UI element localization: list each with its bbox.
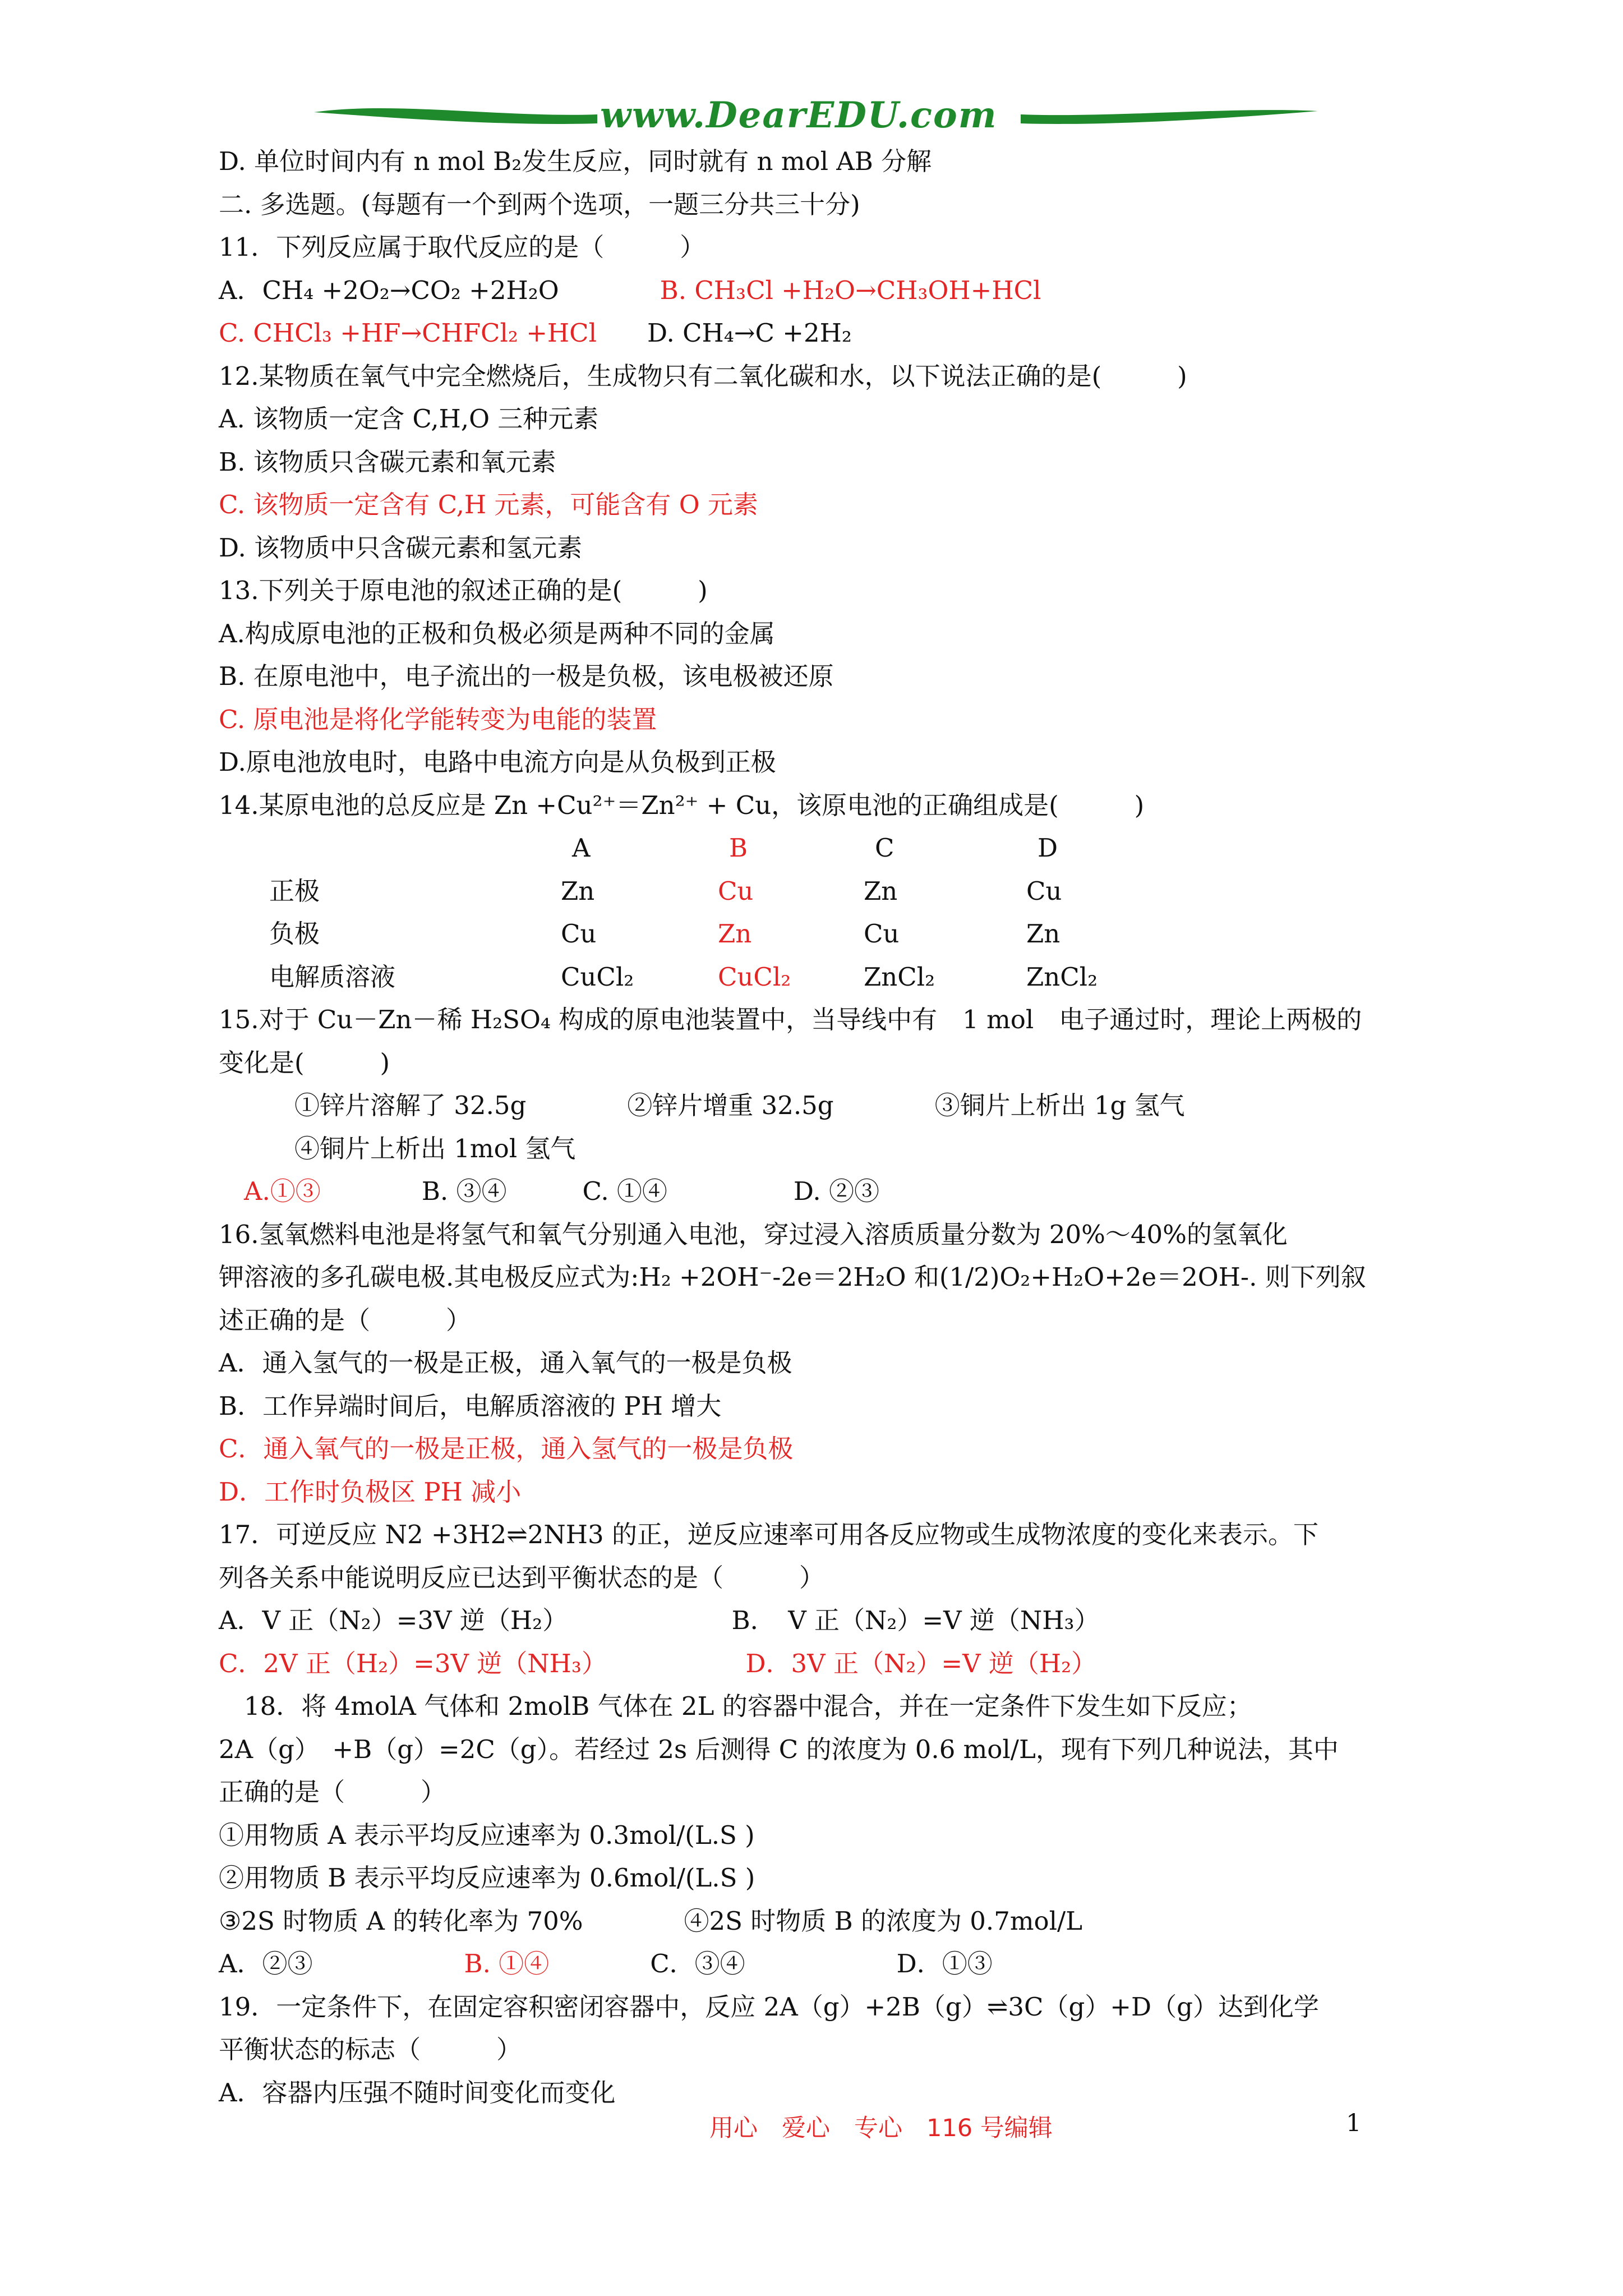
text-line: D．工作时负极区 PH 减小 <box>219 1476 522 1507</box>
text-line: 2A（g） +B（g）=2C（g）。若经过 2s 后测得 C 的浓度为 0.6 mol/L，现有下列几种说法，其中 <box>219 1734 1339 1764</box>
text-line: 17．可逆反应 N2 +3H2⇌2NH3 的正，逆反应速率可用各反应物或生成物浓度的变化来表示。下 <box>219 1520 1318 1549</box>
table-cell: Cu <box>718 876 754 906</box>
page-number: 1 <box>1346 2109 1362 2137</box>
site-logo: www.DearEDU.com <box>600 94 998 136</box>
text-span: D. CH₄→C +2H₂ <box>597 318 852 348</box>
text-line: C. 该物质一定含有 C,H 元素，可能含有 O 元素 <box>219 490 758 519</box>
table-cell: Zn <box>1026 919 1061 949</box>
text-line: 述正确的是（ ） <box>219 1305 472 1335</box>
table-cell: Zn <box>864 876 898 906</box>
table-row-label: 正极 <box>269 876 320 906</box>
table-header-cell: D <box>1038 833 1058 863</box>
text-line: ②用物质 B 表示平均反应速率为 0.6mol/(L.S ) <box>219 1863 755 1893</box>
page-footer <box>0 2109 1623 2148</box>
text-line: C. 原电池是将化学能转变为电能的装置 <box>219 704 657 734</box>
text-line: A．V 正（N₂）=3V 逆（H₂） B． V 正（N₂）=V 逆（NH₃） <box>219 1605 1100 1635</box>
table-cell: ZnCl₂ <box>864 961 935 992</box>
table-cell: Cu <box>864 919 900 949</box>
text-line: B. 在原电池中，电子流出的一极是负极，该电极被还原 <box>219 661 834 691</box>
text-span: B. ①④ <box>464 1949 550 1978</box>
text-line: 钾溶液的多孔碳电极.其电极反应式为:H₂ +2OH⁻-2e＝2H₂O 和(1/2)O₂+H₂O+2e＝2OH-. 则下列叙 <box>219 1262 1366 1292</box>
text-line: ③2S 时物质 A 的转化率为 70% ④2S 时物质 B 的浓度为 0.7mol/L <box>219 1906 1083 1936</box>
text-line: 14.某原电池的总反应是 Zn +Cu²⁺＝Zn²⁺ + Cu，该原电池的正确组成是( ) <box>219 790 1145 820</box>
text-line <box>219 1170 1424 1213</box>
text-line: 正确的是（ ） <box>219 1777 446 1807</box>
text-line: A．通入氢气的一极是正极，通入氧气的一极是负极 <box>219 1348 792 1378</box>
text-line: 11．下列反应属于取代反应的是（ ） <box>219 232 706 262</box>
text-line: 13.下列关于原电池的叙述正确的是( ) <box>219 576 708 605</box>
text-span: A.①③ <box>219 1176 321 1206</box>
document-body <box>219 140 1424 2114</box>
text-span: A．CH₄ +2O₂→CO₂ +2H₂O <box>219 275 660 305</box>
text-line: 平衡状态的标志（ ） <box>219 2035 522 2064</box>
table-cell: Cu <box>561 919 597 949</box>
table-header-cell: B <box>729 833 748 863</box>
table-header-cell: C <box>875 833 895 863</box>
text-line: A. 该物质一定含 C,H,O 三种元素 <box>219 404 599 434</box>
table-cell: Zn <box>718 919 752 949</box>
text-line: 15.对于 Cu－Zn－稀 H₂SO₄ 构成的原电池装置中，当导线中有 1 mol 电子通过时，理论上两极的 <box>219 1005 1362 1034</box>
table-header-cell: A <box>572 833 591 863</box>
table-header-row <box>219 827 1424 870</box>
text-line <box>219 269 1424 312</box>
text-span: A．②③ <box>219 1949 464 1978</box>
text-line: B. 该物质只含碳元素和氧元素 <box>219 447 556 477</box>
table-cell: CuCl₂ <box>718 961 791 992</box>
text-line: 列各关系中能说明反应已达到平衡状态的是（ ） <box>219 1562 825 1593</box>
text-line <box>219 312 1424 355</box>
text-line: D. 单位时间内有 n mol B₂发生反应，同时就有 n mol AB 分解 <box>219 146 932 176</box>
text-line: ④铜片上析出 1mol 氢气 <box>219 1133 576 1163</box>
text-line: 16.氢氧燃料电池是将氢气和氧气分别通入电池，穿过浸入溶质质量分数为 20%～40%的氢氧化 <box>219 1219 1288 1249</box>
text-line: B．工作异端时间后，电解质溶液的 PH 增大 <box>219 1391 722 1421</box>
text-line: D. 该物质中只含碳元素和氢元素 <box>219 532 583 563</box>
text-line: 19．一定条件下，在固定容积密闭容器中，反应 2A（g）+2B（g）⇌3C（g）+D（g）达到化学 <box>219 1991 1319 2022</box>
text-line <box>219 1943 1424 1986</box>
text-span: B. CH₃Cl +H₂O→CH₃OH+HCl <box>660 275 1041 305</box>
table-row <box>219 913 1424 956</box>
text-line: 二. 多选题。(每题有一个到两个选项，一题三分共三十分) <box>219 189 860 219</box>
text-line: C．2V 正（H₂）=3V 逆（NH₃） D．3V 正（N₂）=V 逆（H₂） <box>219 1648 1097 1678</box>
table-row <box>219 870 1424 913</box>
text-line: A.构成原电池的正极和负极必须是两种不同的金属 <box>219 618 775 648</box>
text-line: 变化是( ) <box>219 1047 390 1078</box>
text-line: ①锌片溶解了 32.5g ②锌片增重 32.5g ③铜片上析出 1g 氢气 <box>219 1091 1185 1120</box>
text-span: B. ③④ C. ①④ D. ②③ <box>320 1176 880 1206</box>
footer-text: 用心 爱心 专心 116 号编辑 <box>709 2114 1053 2142</box>
text-line: ①用物质 A 表示平均反应速率为 0.3mol/(L.S ) <box>219 1820 755 1850</box>
text-span: C．③④ D．①③ <box>549 1949 993 1978</box>
table-cell: Zn <box>561 876 595 906</box>
table-row <box>219 956 1424 999</box>
table-row-label: 负极 <box>269 919 320 949</box>
text-line: A．容器内压强不随时间变化而变化 <box>219 2077 616 2108</box>
text-span: C. CHCl₃ +HF→CHFCl₂ +HCl <box>219 318 597 348</box>
table-row-label: 电解质溶液 <box>269 961 396 992</box>
text-line: 18．将 4molA 气体和 2molB 气体在 2L 的容器中混合，并在一定条件下发生如下反应； <box>219 1691 1252 1721</box>
text-line: 12.某物质在氧气中完全燃烧后，生成物只有二氧化碳和水，以下说法正确的是( ) <box>219 361 1187 391</box>
table-cell: Cu <box>1026 876 1062 906</box>
table-cell: ZnCl₂ <box>1026 961 1098 992</box>
text-line: C．通入氧气的一极是正极，通入氢气的一极是负极 <box>219 1434 794 1464</box>
table-cell: CuCl₂ <box>561 961 634 992</box>
text-line: D.原电池放电时，电路中电流方向是从负极到正极 <box>219 747 776 777</box>
